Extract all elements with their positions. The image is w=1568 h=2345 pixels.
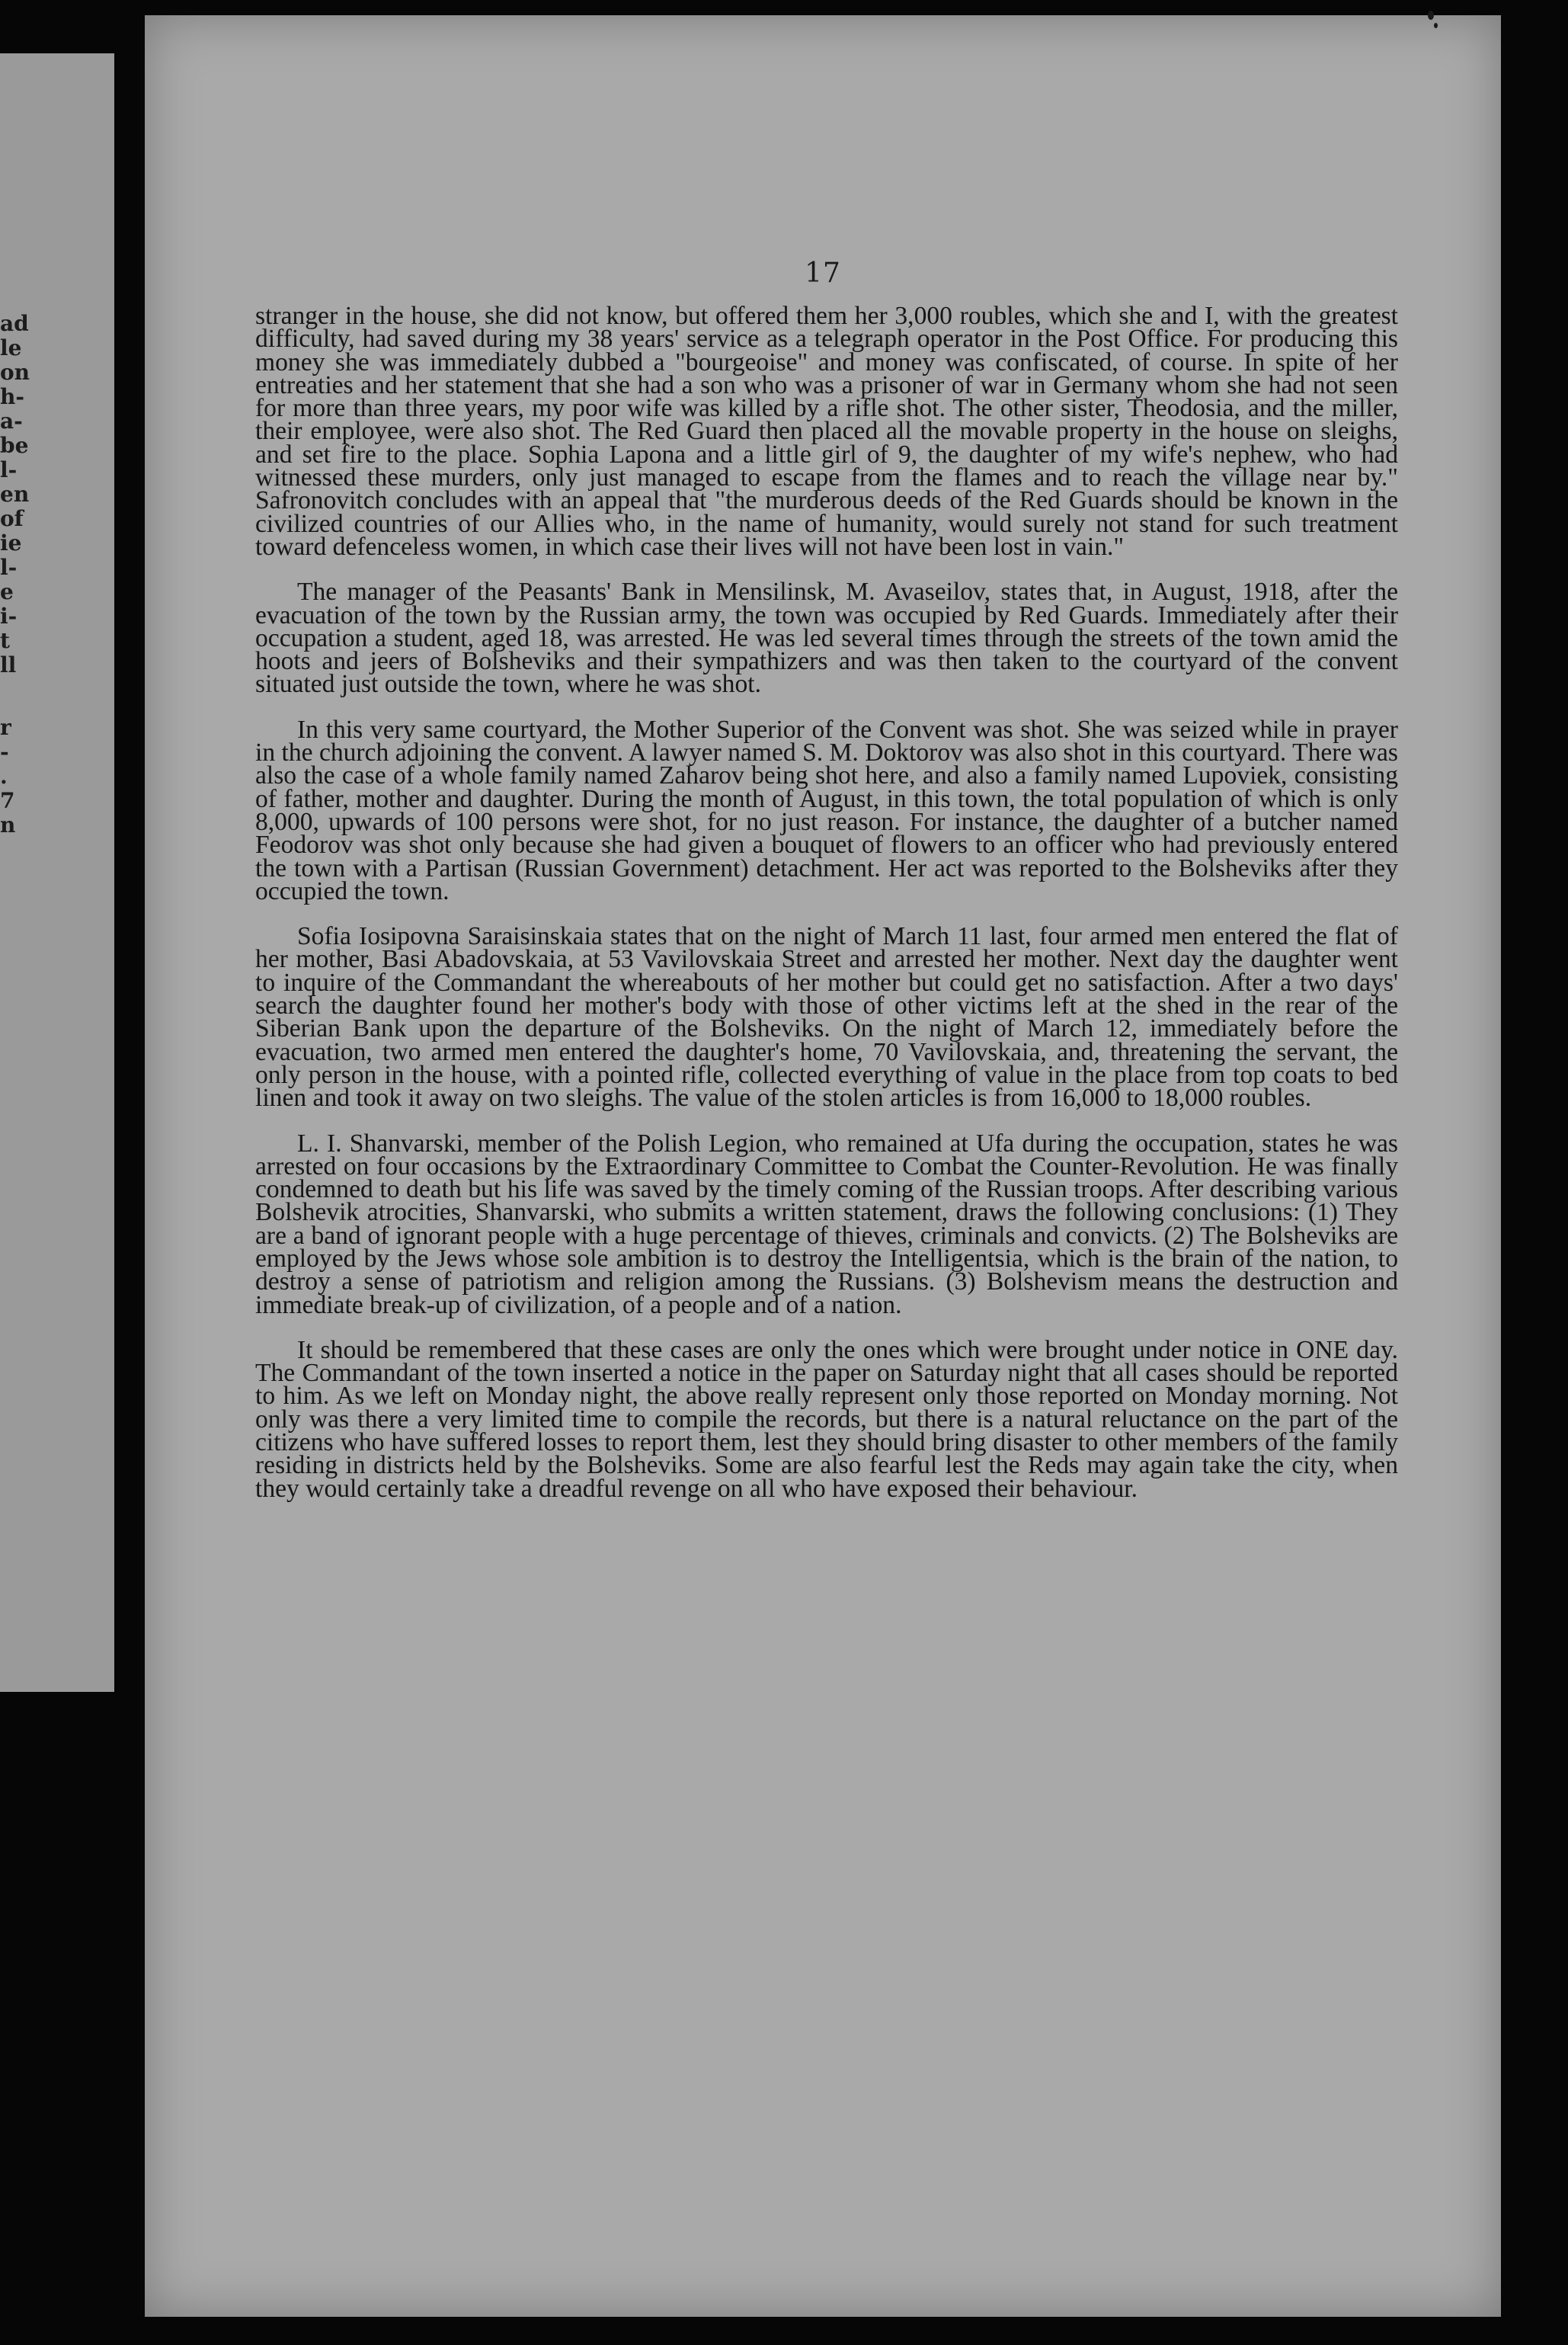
edge-fragment: be — [0, 433, 29, 458]
edge-fragment: h- — [0, 384, 24, 409]
paragraph: The manager of the Peasants' Bank in Mensilinsk, M. Avaseilov, states that, in August, 1918, after the evacuation of the town by the Russian army, the town was occupied by Red Guards. Immediately after their occupation a student, aged 18, was arrested. He was led several times through the streets of the town amid the hoots and jeers of Bolsheviks and their sympathizers and was then taken to the courtyard of the convent situated just outside the town, where he was shot. — [255, 578, 1398, 699]
edge-fragment: e — [0, 579, 14, 604]
edge-fragment: t — [0, 628, 10, 653]
edge-fragment: r — [0, 715, 11, 740]
edge-fragment: of — [0, 506, 24, 531]
dust-speck — [1428, 11, 1434, 20]
edge-fragment: l- — [0, 555, 18, 580]
edge-fragment: ie — [0, 530, 22, 556]
body-text — [255, 302, 1398, 1523]
dust-speck — [1434, 23, 1438, 28]
edge-fragment: n — [0, 812, 16, 838]
paragraph: In this very same courtyard, the Mother Superior of the Convent was shot. She was seized while in prayer in the church adjoining the convent. A lawyer named S. M. Doktorov was also shot in this courtyard. There was also the case of a whole family named Zaharov being shot here, and also a family named Lupoviek, consisting of father, mother and daughter. During the month of August, in this town, the total population of which is only 8,000, upwards of 100 persons were shot, for no just reason. For instance, the daughter of a butcher named Feodorov was shot only because she had given a bouquet of flowers to an officer who had previously entered the town with a Partisan (Russian Government) detachment. Her act was reported to the Bolsheviks after they occupied the town. — [255, 715, 1398, 905]
paragraph: It should be remembered that these cases are only the ones which were brought under notice in ONE day. The Commandant of the town inserted a notice in the paper on Saturday night that all cases should be reported to him. As we left on Monday night, the above really represent only those reported on Monday morning. Not only was there a very limited time to compile the records, but there is a natural reluctance on the part of the citizens who have suffered losses to report them, lest they should bring disaster to other members of the family residing in districts held by the Bolsheviks. Some are also fearful lest the Reds may again take the city, when they would certainly take a dreadful revenge on all who have exposed their behaviour. — [255, 1335, 1398, 1503]
edge-fragment: l- — [0, 457, 18, 482]
edge-fragment: a- — [0, 408, 23, 434]
page-number: 17 — [805, 258, 841, 289]
edge-fragment: le — [0, 335, 22, 360]
edge-fragment: i- — [0, 604, 18, 629]
paragraph: stranger in the house, she did not know, but offered them her 3,000 roubles, which she and I, with the greatest difficulty, had saved during my 38 years' service as a telegraph operator in the Post Office. For producing this money she was immediately dubbed a "bourgeoise" and money was confiscated, of course. In spite of her entreaties and her statement that she had a son who was a prisoner of war in Germany whom she had not seen for more than three years, my poor wife was killed by a rifle shot. The other sister, Theodosia, and the miller, their employee, were also shot. The Red Guard then placed all the movable property in the house on sleighs, and set fire to the place. Sophia Lapona and a little girl of 9, the daughter of my wife's nephew, who had witnessed these murders, only just managed to escape from the flames and to reach the village near by." Safronovitch concludes with an appeal that "the murderous deeds of the Red Guards should be known in the civilized countries of our Allies who, in the name of humanity, would surely not stand for such treatment toward defenceless women, in which case their lives will not have been lost in vain." — [255, 302, 1398, 561]
edge-fragment: ll — [0, 652, 17, 678]
paragraph: Sofia Iosipovna Saraisinskaia states that on the night of March 11 last, four armed men entered the flat of her mother, Basi Abadovskaia, at 53 Vavilovskaia Street and arrested her mother. Next day the daughter went to inquire of the Commandant the whereabouts of her mother but could get no satisfaction. After a two days' search the daughter found her mother's body with those of other victims left at the shed in the rear of the Siberian Bank upon the departure of the Bolsheviks. On the night of March 12, immediately before the evacuation, two armed men entered the daughter's home, 70 Vavilovskaia, and, threatening the servant, the only person in the house, with a pointed rifle, collected everything of value in the place from top coats to bed linen and took it away on two sleighs. The value of the stolen articles is from 16,000 to 18,000 roubles. — [255, 922, 1398, 1113]
edge-fragment: on — [0, 360, 30, 385]
edge-fragment: en — [0, 482, 30, 507]
edge-fragment: . — [0, 764, 8, 789]
previous-page-edge — [0, 53, 114, 1692]
edge-fragment: - — [0, 739, 9, 764]
edge-fragment: ad — [0, 311, 29, 336]
edge-fragment: 7 — [0, 788, 15, 813]
document-page — [145, 15, 1501, 2317]
paragraph: L. I. Shanvarski, member of the Polish Legion, who remained at Ufa during the occupation, states he was arrested on four occasions by the Extraordinary Committee to Combat the Counter-Revolution. He was finally condemned to death but his life was saved by the timely coming of the Russian troops. After describing various Bolshevik atrocities, Shanvarski, who submits a written statement, draws the following conclusions: (1) They are a band of ignorant people with a huge percentage of thieves, criminals and convicts. (2) The Bolsheviks are employed by the Jews whose sole ambition is to destroy the Intelligentsia, which is the brain of the nation, to destroy a sense of patriotism and religion among the Russians. (3) Bolshevism means the destruction and immediate break-up of civilization, of a people and of a nation. — [255, 1129, 1398, 1319]
